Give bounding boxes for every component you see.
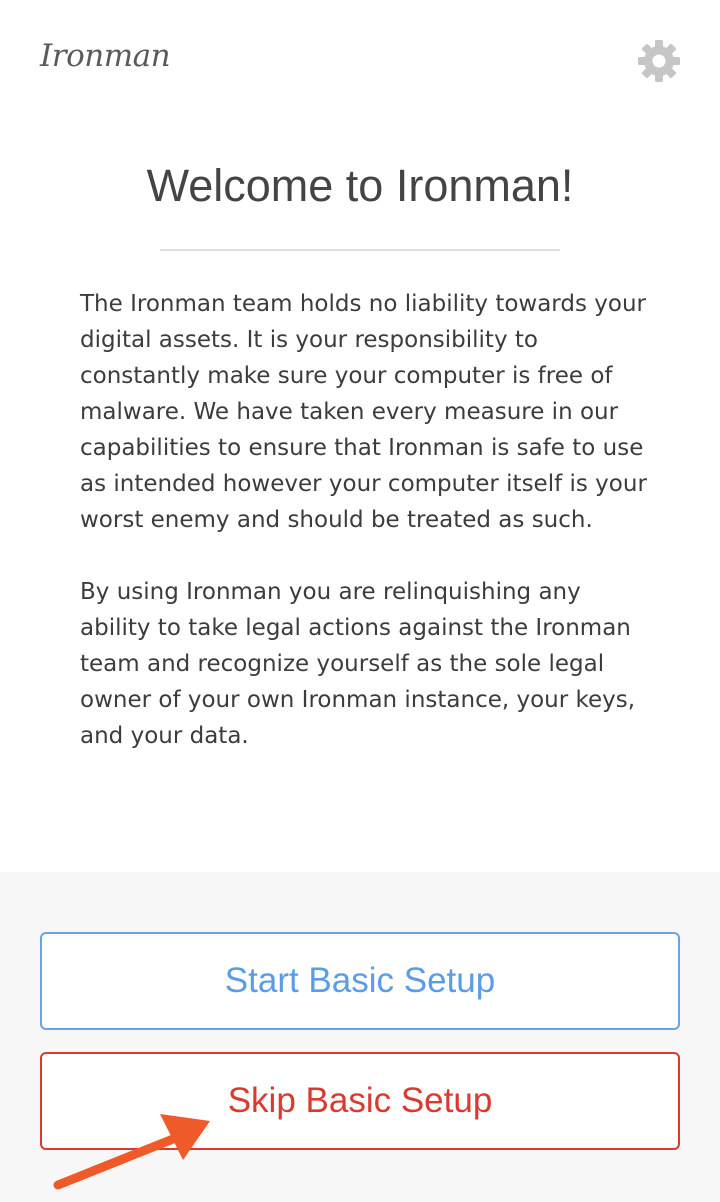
skip-basic-setup-button[interactable]: Skip Basic Setup xyxy=(40,1052,680,1150)
disclaimer-paragraph-2: By using Ironman you are relinquishing any ability to take legal actions against the Ironman team and recognize yourself as the sole legal owner of your own Ironman instance, your keys, and your data. xyxy=(80,579,636,749)
disclaimer-paragraph-1: The Ironman team holds no liability towards your digital assets. It is your responsibility to constantly make sure your computer is free of malware. We have taken every measure in our capabilities to ensure that Ironman is safe to use as intended however your computer itself is your worst enemy and should be treated as such. xyxy=(80,291,647,533)
start-basic-setup-button[interactable]: Start Basic Setup xyxy=(40,932,680,1030)
app-logo: Ironman xyxy=(40,38,171,74)
gear-icon[interactable] xyxy=(637,39,681,83)
header xyxy=(0,0,720,120)
page-title: Welcome to Ironman! xyxy=(146,160,574,211)
disclaimer-text xyxy=(80,286,650,754)
title-divider xyxy=(160,249,560,251)
action-footer xyxy=(0,872,720,1202)
